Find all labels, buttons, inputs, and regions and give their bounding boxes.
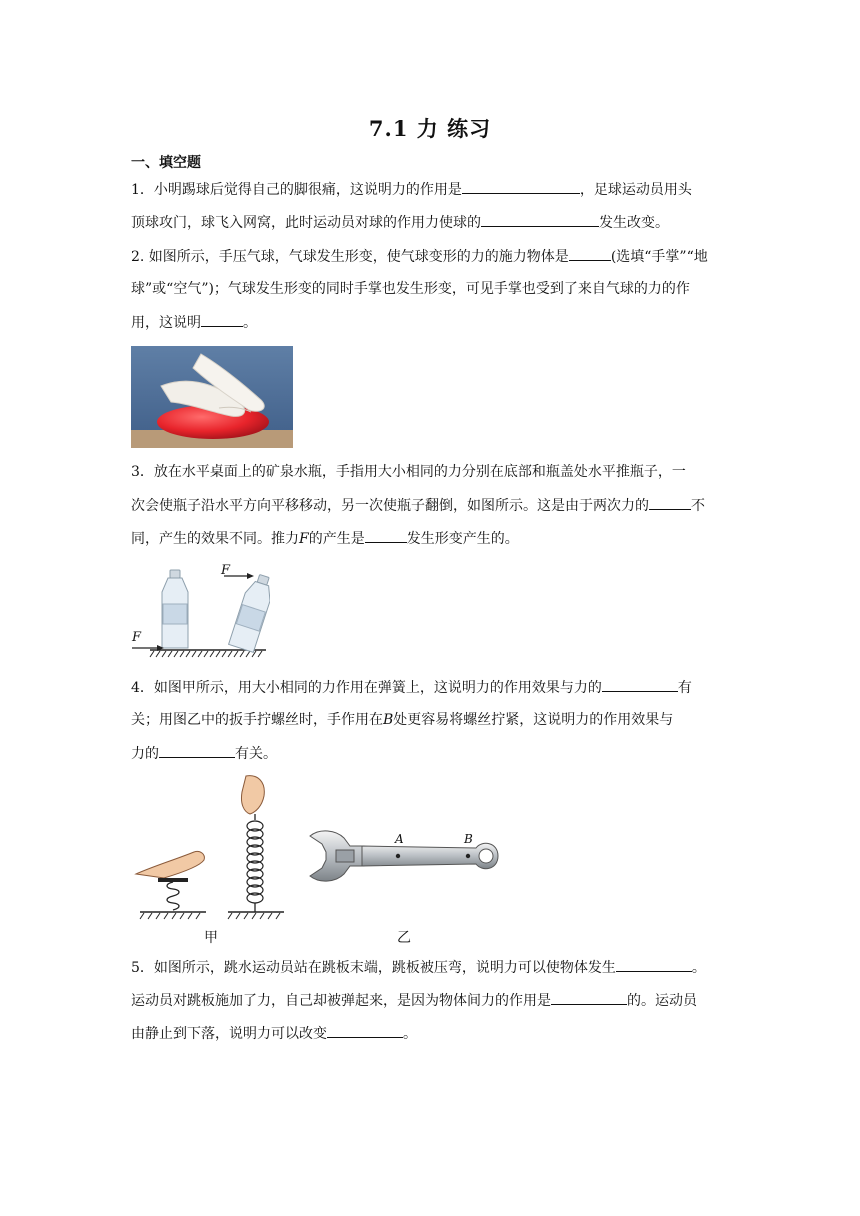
answer-blank[interactable]	[159, 743, 235, 758]
point-b-label: B	[464, 832, 473, 846]
question-text: 处更容易将螺丝拧紧，这说明力的作用效果与	[393, 712, 674, 728]
answer-blank[interactable]	[616, 957, 692, 972]
answer-blank[interactable]	[649, 495, 691, 510]
force-label-bottom: F	[132, 630, 142, 645]
point-variable: B	[383, 712, 394, 728]
question-text: 的。运动员	[627, 993, 697, 1009]
question-4-line-1	[131, 677, 692, 698]
question-text: 关；用图乙中的扳手拧螺丝时，手作用在	[131, 712, 383, 728]
section-heading: 一、填空题	[131, 155, 201, 171]
caption-jia: 甲	[204, 930, 218, 946]
question-text: (选填“手掌”“地	[610, 249, 708, 265]
question-text: 运动员对跳板施加了力，自己却被弹起来，是因为物体间力的作用是	[131, 993, 551, 1009]
tilted-bottle	[229, 572, 270, 652]
spring-figure	[134, 774, 290, 920]
question-text: 用，这说明	[131, 315, 201, 331]
question-text: 由静止到下落，说明力可以改变	[131, 1026, 327, 1042]
caption-yi: 乙	[397, 930, 411, 946]
question-text: 发生改变。	[599, 215, 669, 231]
force-variable: F	[299, 531, 309, 547]
question-1-line-2	[131, 212, 669, 233]
question-text: 5．如图所示，跳水运动员站在跳板末端，跳板被压弯，说明力可以使物体发生	[131, 960, 616, 976]
question-text: 发生形变产生的。	[406, 531, 519, 547]
force-label-top: F	[221, 563, 231, 578]
question-text: 4．如图甲所示，用大小相同的力作用在弹簧上，这说明力的作用效果与力的	[131, 680, 602, 696]
question-text: 力的	[131, 746, 159, 762]
question-4-line-2	[131, 710, 673, 730]
question-5-line-1	[131, 957, 706, 978]
question-text: 次会使瓶子沿水平方向平移移动，另一次使瓶子翻倒，如图所示。这是由于两次力的	[131, 498, 649, 514]
question-5-line-2	[131, 990, 697, 1011]
question-2-line-2	[131, 279, 690, 299]
question-3-line-2	[131, 495, 705, 516]
question-text: 2. 如图所示，手压气球，气球发生形变，使气球变形的力的施力物体是	[131, 249, 569, 265]
question-text: 3．放在水平桌面上的矿泉水瓶，手指用大小相同的力分别在底部和瓶盖处水平推瓶子，一	[131, 464, 686, 480]
answer-blank[interactable]	[201, 312, 243, 327]
question-2-line-3	[131, 312, 257, 333]
balloon-photo	[131, 346, 293, 448]
question-2-line-1	[131, 246, 708, 267]
question-text: 的产生是	[308, 531, 365, 547]
question-text: 。	[691, 960, 706, 976]
answer-blank[interactable]	[602, 677, 678, 692]
upright-bottle	[162, 570, 188, 648]
answer-blank[interactable]	[462, 179, 580, 194]
answer-blank[interactable]	[481, 212, 599, 227]
point-a-label: A	[395, 832, 404, 846]
question-text: 有关。	[235, 746, 277, 762]
answer-blank[interactable]	[551, 990, 627, 1005]
question-text: ，足球运动员用头	[579, 182, 692, 198]
answer-blank[interactable]	[365, 528, 407, 543]
question-4-line-3	[131, 743, 277, 764]
question-text: 有	[677, 680, 692, 696]
question-text: 顶球攻门，球飞入网窝，此时运动员对球的作用力使球的	[131, 215, 481, 231]
question-text: 。	[403, 1026, 417, 1042]
question-text: 1．小明踢球后觉得自己的脚很痛，这说明力的作用是	[131, 182, 462, 198]
question-3-line-3	[131, 528, 519, 549]
question-text: 球”或“空气”)；气球发生形变的同时手掌也发生形变，可见手掌也受到了来自气球的力的作	[131, 281, 690, 297]
question-text: 同，产生的效果不同。推力	[131, 531, 299, 547]
question-1-line-1	[131, 179, 692, 200]
answer-blank[interactable]	[327, 1023, 403, 1038]
answer-blank[interactable]	[569, 246, 611, 261]
question-text: 不	[691, 498, 705, 514]
question-5-line-3	[131, 1023, 417, 1044]
question-text: 。	[243, 315, 257, 331]
bottle-figure	[128, 560, 270, 660]
page-title: 7.1 力 练习	[368, 116, 492, 141]
question-3-line-1	[131, 462, 686, 482]
